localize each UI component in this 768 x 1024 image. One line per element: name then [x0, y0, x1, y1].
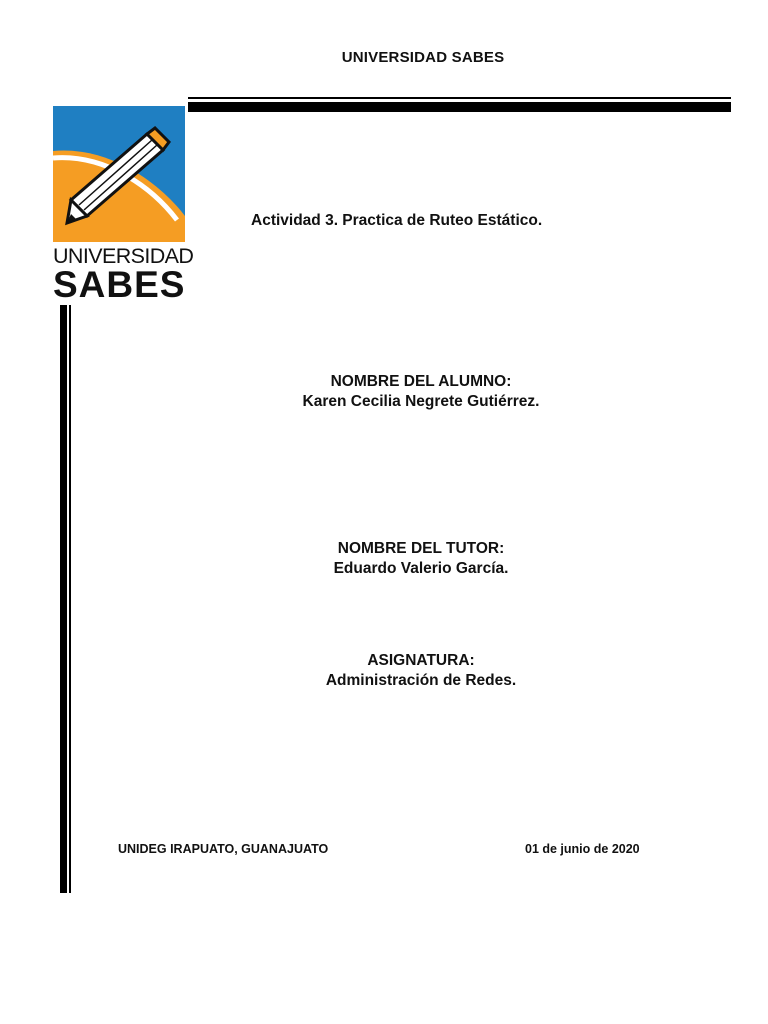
- top-rule-thick: [188, 102, 731, 112]
- side-rule-thin: [69, 305, 71, 893]
- logo-emblem: [53, 106, 185, 242]
- footer-date: 01 de junio de 2020: [525, 842, 640, 856]
- footer-location: UNIDEG IRAPUATO, GUANAJUATO: [118, 842, 329, 856]
- student-name: Karen Cecilia Negrete Gutiérrez.: [302, 393, 540, 410]
- logo-wordmark-top: UNIVERSIDAD: [53, 244, 194, 268]
- tutor-block: [186, 539, 656, 579]
- tutor-label: NOMBRE DEL TUTOR:: [337, 540, 505, 557]
- tutor-name: Eduardo Valerio García.: [333, 560, 509, 577]
- student-block: [186, 372, 656, 412]
- top-rule-thin: [188, 97, 731, 99]
- activity-title: Actividad 3. Practica de Ruteo Estático.: [251, 212, 543, 229]
- subject-name: Administración de Redes.: [325, 672, 517, 689]
- subject-block: [186, 651, 656, 691]
- university-logo: [53, 106, 194, 305]
- student-label: NOMBRE DEL ALUMNO:: [330, 373, 512, 390]
- logo-wordmark-bottom: SABES: [53, 264, 186, 305]
- side-rule-thick: [60, 305, 67, 893]
- subject-label: ASIGNATURA:: [367, 652, 475, 669]
- university-title: UNIVERSIDAD SABES: [341, 49, 505, 66]
